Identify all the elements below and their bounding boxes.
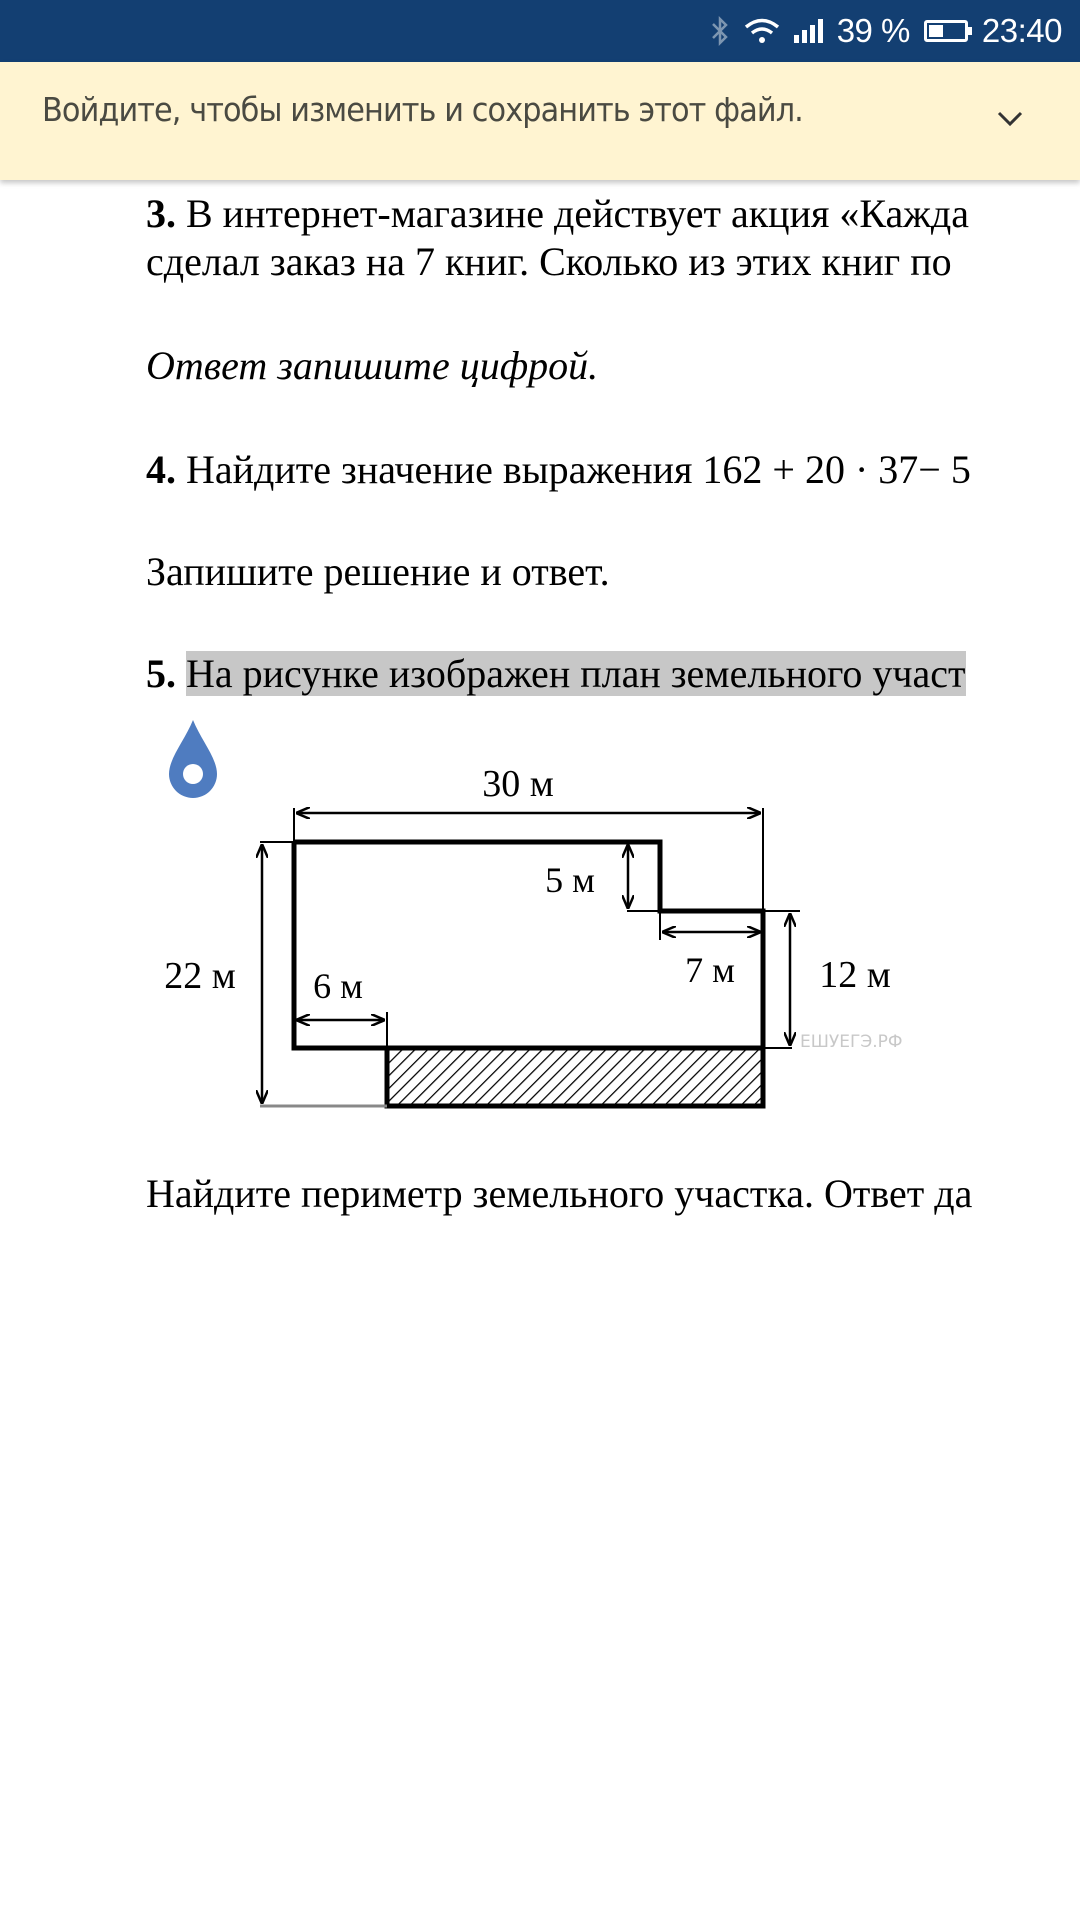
- svg-text:7 м: 7 м: [685, 950, 735, 990]
- wifi-icon: [744, 17, 780, 45]
- land-plot-figure: [150, 760, 930, 1120]
- q3-instruction: Ответ запишите цифрой.: [146, 343, 599, 388]
- svg-text:30 м: 30 м: [482, 763, 554, 805]
- svg-text:6 м: 6 м: [313, 966, 363, 1006]
- svg-text:22 м: 22 м: [164, 955, 236, 997]
- sign-in-banner[interactable]: [0, 62, 1080, 180]
- q3-line2: сделал заказ на 7 книг. Сколько из этих книг по: [146, 239, 952, 284]
- q4-line: 4. Найдите значение выражения 162 + 20 · 37− 5: [146, 447, 971, 492]
- battery-percent: 39 %: [836, 12, 910, 49]
- battery-icon: [924, 20, 968, 42]
- svg-text:12 м: 12 м: [819, 954, 891, 996]
- q5-number: 5.: [146, 651, 176, 696]
- clock: 23:40: [981, 12, 1062, 49]
- q5-question: Найдите периметр земельного участка. Ответ да: [146, 1171, 973, 1216]
- chevron-down-icon[interactable]: [996, 104, 1024, 132]
- svg-text:5 м: 5 м: [545, 860, 595, 900]
- bluetooth-icon: [710, 15, 730, 47]
- q3-line1: 3. В интернет-магазине действует акция «Кажда: [146, 191, 970, 236]
- q3-number: 3.: [146, 191, 176, 236]
- selected-text[interactable]: На рисунке изображен план земельного участ: [186, 651, 966, 696]
- q5-line: [146, 650, 966, 697]
- signal-icon: [794, 19, 823, 43]
- banner-message: Войдите, чтобы изменить и сохранить этот файл.: [42, 90, 803, 129]
- svg-text:ЕШУЕГЭ.РФ: ЕШУЕГЭ.РФ: [800, 1032, 903, 1052]
- q4-instruction: Запишите решение и ответ.: [146, 549, 610, 594]
- status-bar: [0, 0, 1080, 62]
- q4-number: 4.: [146, 447, 176, 492]
